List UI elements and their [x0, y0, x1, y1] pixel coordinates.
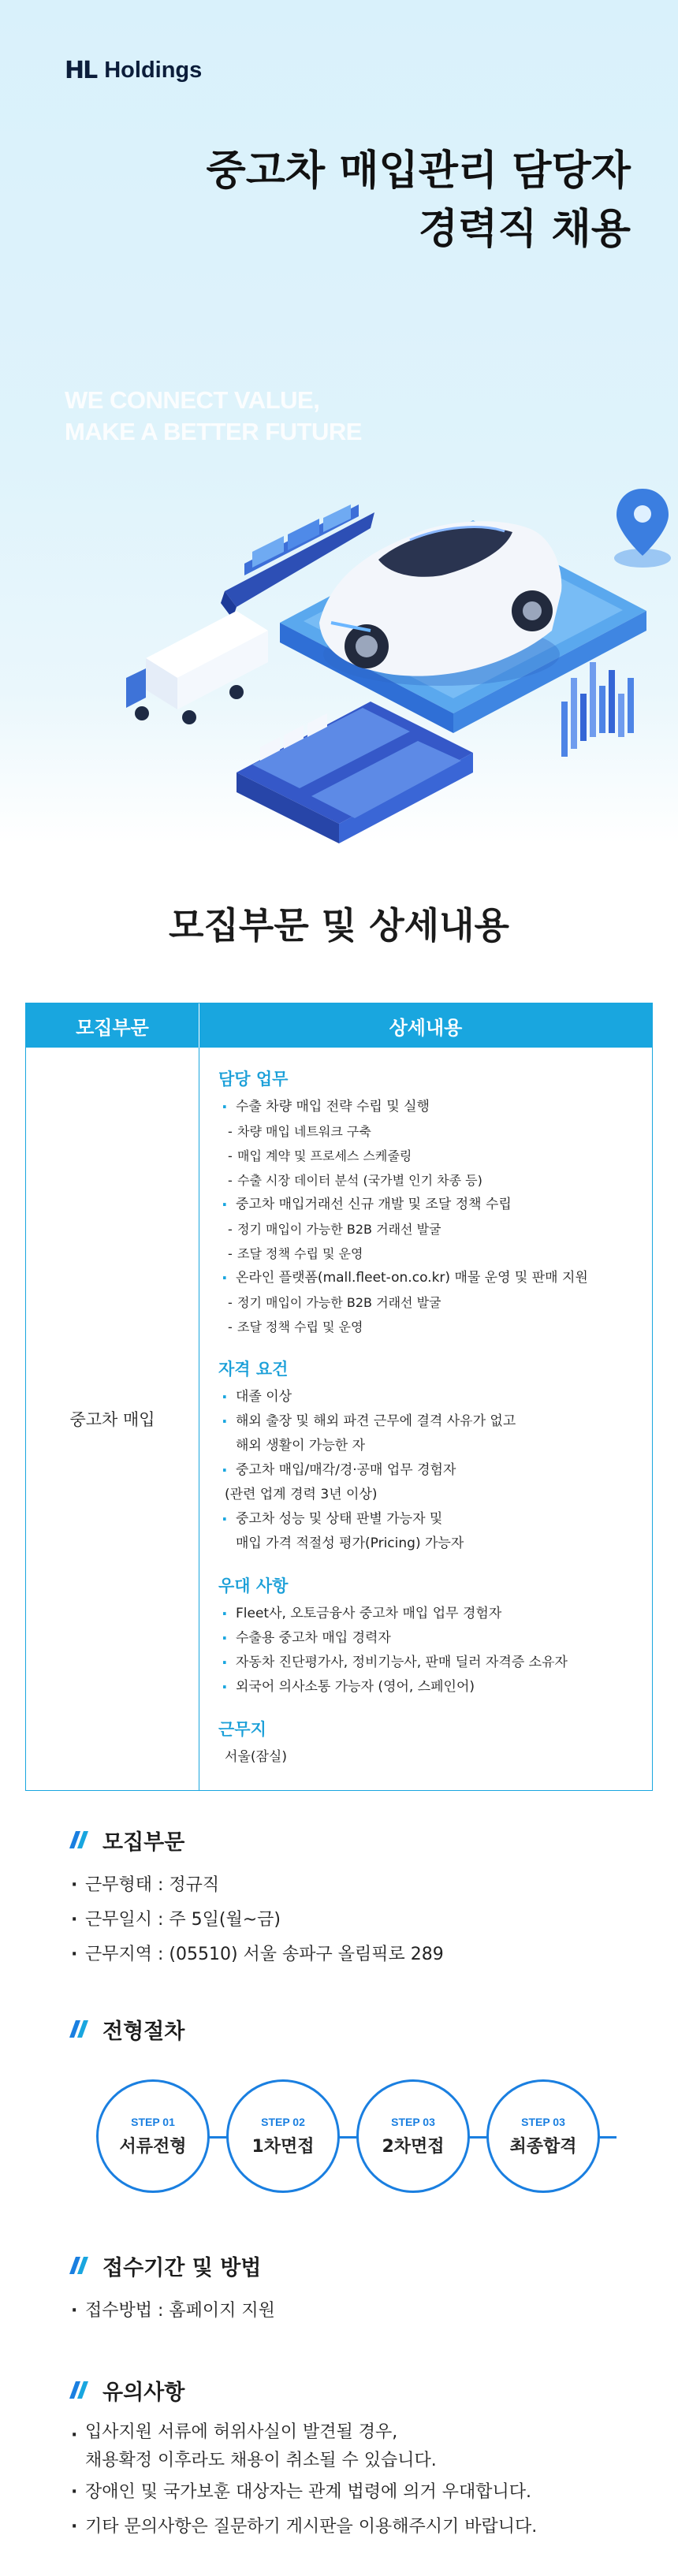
process-heading — [65, 2012, 664, 2046]
page-title — [206, 142, 631, 259]
qualification-continuation: (관련 업계 경력 3년 이상) — [225, 1487, 378, 1502]
note-line: 채용확정 이후라도 채용이 취소될 수 있습니다. — [85, 2451, 437, 2470]
qualification-item: · 대졸 이상 — [218, 1385, 633, 1409]
header-position: 모집부문 — [26, 1003, 199, 1048]
step-name: 최종합격 — [509, 2136, 577, 2157]
slogan-line-1: WE CONNECT VALUE, — [65, 386, 320, 414]
duty-subitem: - 정기 매입이 가능한 B2B 거래선 발굴 — [218, 1290, 633, 1315]
duty-subitem: - 조달 정책 수립 및 운영 — [218, 1241, 633, 1266]
duty-subitem: - 매입 계약 및 프로세스 스케줄링 — [218, 1144, 633, 1168]
details-cell — [199, 1048, 652, 1790]
hero-banner — [0, 0, 678, 843]
preference-item: · Fleet사, 오토금융사 중고차 매입 업무 경험자 — [218, 1602, 633, 1626]
slash-marker-icon — [65, 2380, 91, 2400]
title-line-1: 중고차 매입관리 담당자 — [206, 147, 631, 195]
recruit-table — [25, 1003, 653, 1791]
preference-item: · 수출용 중고차 매입 경력자 — [218, 1626, 633, 1651]
process-steps — [65, 2070, 664, 2204]
slash-marker-icon — [65, 2255, 91, 2276]
slogan-line-2: MAKE A BETTER FUTURE — [65, 418, 362, 445]
company-logo — [65, 57, 202, 84]
list-item: · 근무일시 : 주 5일(월~금) — [65, 1903, 664, 1938]
qualification-continuation: 매입 가격 적절성 평가(Pricing) 가능자 — [236, 1536, 464, 1551]
step-4 — [486, 2079, 600, 2193]
qualification-continuation: 해외 생활이 가능한 자 — [236, 1438, 366, 1454]
step-name: 2차면접 — [382, 2136, 445, 2157]
notes-section — [65, 2373, 664, 2576]
list-item: · 근무지역 : (05510) 서울 송파구 올림픽로 289 — [65, 1938, 664, 1972]
recruit-info-title: 모집부문 — [102, 1830, 185, 1855]
list-item: · 장애인 및 국가보훈 대상자는 관계 법령에 의거 우대합니다. — [65, 2475, 664, 2510]
logistics-illustration — [0, 441, 678, 843]
preference-item: · 자동차 진단평가사, 정비기능사, 판매 딜러 자격증 소유자 — [218, 1651, 633, 1675]
location-value: 서울(잠실) — [225, 1749, 287, 1765]
recruit-info-heading — [65, 1822, 664, 1857]
truck-illustration — [126, 611, 268, 724]
apply-section — [65, 2248, 664, 2328]
notes-title: 유의사항 — [102, 2380, 185, 2405]
slogan — [65, 385, 362, 448]
notes-heading — [65, 2373, 664, 2407]
logo-mark: HL — [65, 57, 97, 84]
list-item — [65, 2418, 664, 2475]
location-title: 근무지 — [218, 1720, 266, 1739]
step-label: STEP 03 — [521, 2115, 565, 2128]
step-name: 1차면접 — [251, 2136, 315, 2157]
duty-subitem: - 차량 매입 네트워크 구축 — [218, 1119, 633, 1144]
header-details: 상세내용 — [389, 1016, 463, 1039]
recruit-info-list — [65, 1868, 664, 1972]
duty-subitem: - 수출 시장 데이터 분석 (국가별 인기 차종 등) — [218, 1168, 633, 1193]
duty-item: · 온라인 플랫폼(mall.fleet-on.co.kr) 매물 운영 및 판매 지원 — [218, 1266, 633, 1290]
preference-item: · 외국어 의사소통 가능자 (영어, 스페인어) — [218, 1675, 633, 1699]
notes-list — [65, 2418, 664, 2544]
duty-subitem: - 정기 매입이 가능한 B2B 거래선 발굴 — [218, 1217, 633, 1241]
duty-item: · 중고차 매입거래선 신규 개발 및 조달 정책 수립 — [218, 1193, 633, 1217]
apply-heading — [65, 2248, 664, 2283]
section-title: 모집부문 및 상세내용 — [169, 904, 509, 947]
qualification-item: · 중고차 성능 및 상태 판별 가능자 및 — [218, 1507, 633, 1532]
list-item: · 근무형태 : 정규직 — [65, 1868, 664, 1903]
position-cell: 중고차 매입 — [26, 1048, 199, 1790]
step-label: STEP 02 — [261, 2115, 305, 2128]
apply-list — [65, 2294, 664, 2328]
preferences-title: 우대 사항 — [218, 1576, 289, 1595]
recruit-info-section — [65, 1822, 664, 1972]
logo-text: Holdings — [104, 58, 203, 83]
location-pin-icon — [614, 489, 671, 568]
table-header — [26, 1003, 652, 1048]
step-3 — [356, 2079, 470, 2193]
qualification-item: · 해외 출장 및 해외 파견 근무에 결격 사유가 없고 — [218, 1409, 633, 1434]
process-section — [65, 2012, 664, 2204]
step-1 — [96, 2079, 210, 2193]
qualifications-title: 자격 요건 — [218, 1360, 289, 1379]
title-line-2: 경력직 채용 — [418, 206, 631, 253]
qualification-item: · 중고차 매입/매각/경·공매 업무 경험자 — [218, 1458, 633, 1483]
slash-marker-icon — [65, 1830, 91, 1850]
slash-marker-icon — [65, 2019, 91, 2039]
process-title: 전형절차 — [102, 2019, 185, 2044]
data-bars-illustration — [561, 662, 634, 757]
duty-subitem: - 조달 정책 수립 및 운영 — [218, 1315, 633, 1339]
table-row — [26, 1048, 652, 1790]
step-name: 서류전형 — [119, 2136, 187, 2157]
list-item: · 기타 문의사항은 질문하기 게시판을 이용해주시기 바랍니다. — [65, 2510, 664, 2544]
car-illustration — [319, 521, 561, 686]
apply-title: 접수기간 및 방법 — [102, 2255, 262, 2280]
step-label: STEP 01 — [131, 2115, 175, 2128]
duty-item: · 수출 차량 매입 전략 수립 및 실행 — [218, 1095, 633, 1119]
list-item: · 접수방법 : 홈페이지 지원 — [65, 2294, 664, 2328]
duties-title: 담당 업무 — [218, 1070, 289, 1089]
step-label: STEP 03 — [391, 2115, 435, 2128]
step-2 — [226, 2079, 340, 2193]
note-line: · 입사지원 서류에 허위사실이 발견될 경우, — [85, 2422, 398, 2442]
